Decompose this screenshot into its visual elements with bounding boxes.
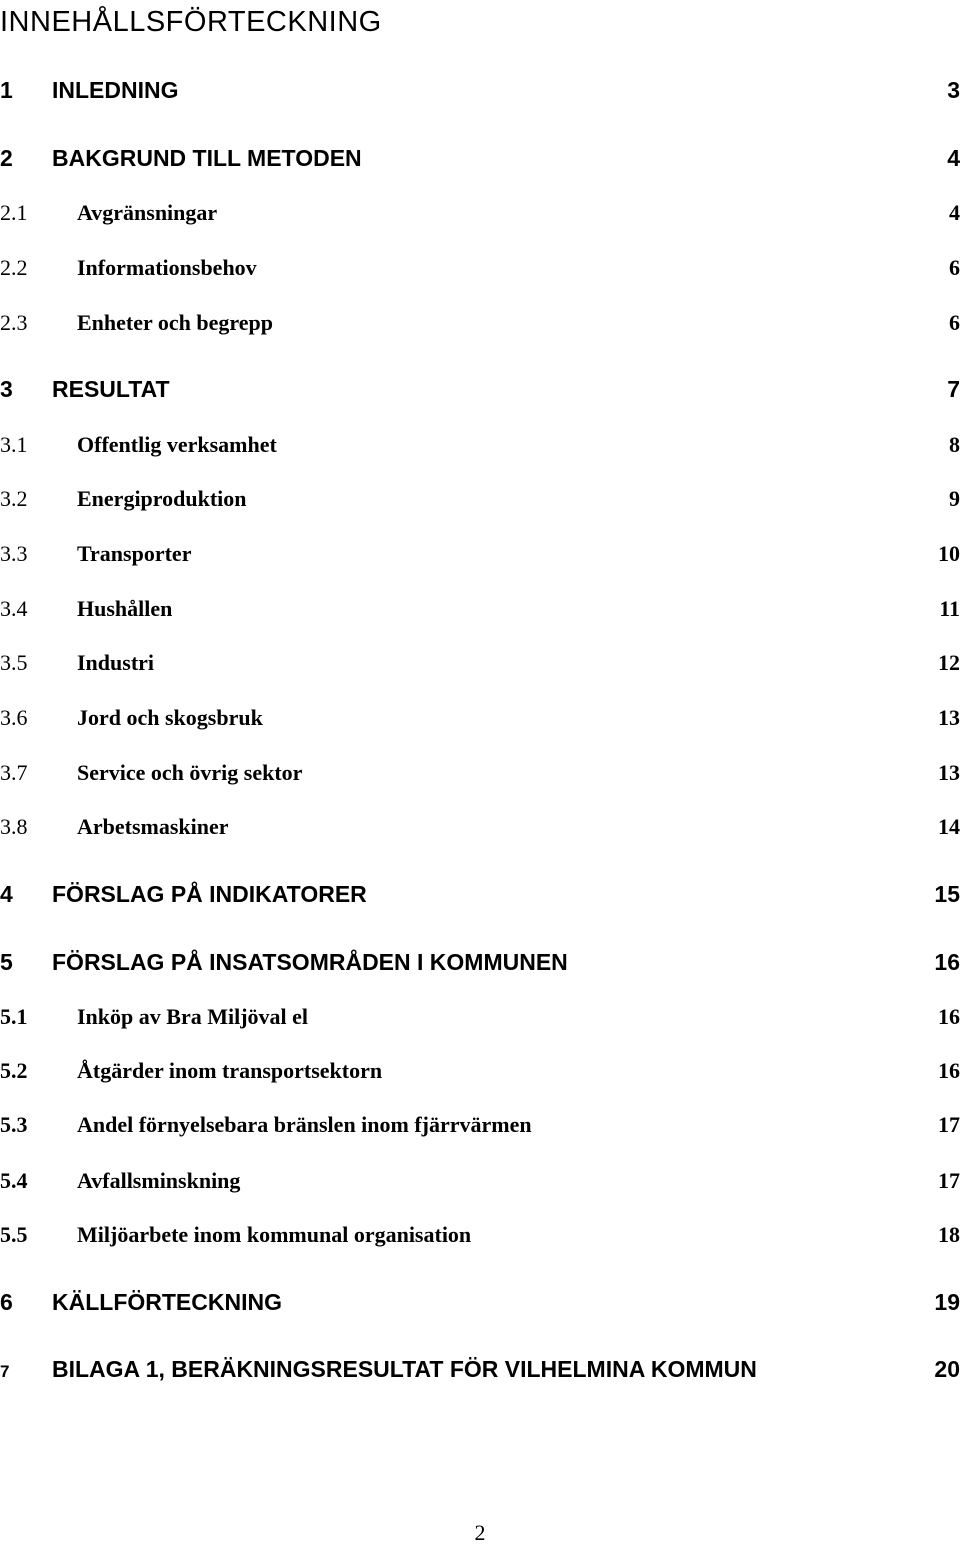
toc-entry-3[interactable] <box>0 374 960 404</box>
toc-page: 13 <box>938 705 960 730</box>
toc-page: 6 <box>949 310 960 335</box>
toc-title: BILAGA 1, BERÄKNINGSRESULTAT FÖR VILHELMINA KOMMUN <box>52 1356 757 1382</box>
toc-entry-3-1[interactable] <box>0 431 960 459</box>
toc-number: 3.6 <box>0 705 28 730</box>
toc-page: 19 <box>934 1289 960 1315</box>
toc-number: 3 <box>0 376 13 402</box>
toc-entry-5[interactable] <box>0 947 960 977</box>
toc-number: 5.5 <box>0 1222 28 1247</box>
toc-number: 3.8 <box>0 814 28 839</box>
toc-number: 4 <box>0 881 13 907</box>
toc-title: FÖRSLAG PÅ INDIKATORER <box>52 881 367 907</box>
toc-title: Enheter och begrepp <box>77 310 273 335</box>
toc-number: 3.5 <box>0 650 28 675</box>
toc-title: Inköp av Bra Miljöval el <box>77 1004 309 1029</box>
toc-title: INLEDNING <box>52 77 179 103</box>
toc-title: Jord och skogsbruk <box>77 705 263 730</box>
toc-entry-2[interactable] <box>0 143 960 173</box>
toc-page: 3 <box>947 77 960 103</box>
toc-title: Hushållen <box>77 596 173 621</box>
toc-number: 2 <box>0 145 13 171</box>
toc-entry-5-2[interactable] <box>0 1057 960 1085</box>
toc-title: Avgränsningar <box>77 200 218 225</box>
toc-entry-3-3[interactable] <box>0 540 960 568</box>
toc-number: 3.7 <box>0 760 28 785</box>
toc-page: 9 <box>949 486 960 511</box>
page-number: 2 <box>474 1520 486 1545</box>
toc-page: 12 <box>938 650 960 675</box>
toc-entry-5-5[interactable] <box>0 1221 960 1249</box>
toc-entry-7[interactable] <box>0 1354 960 1387</box>
toc-entry-2-1[interactable] <box>0 199 960 227</box>
toc-title: RESULTAT <box>52 376 170 402</box>
toc-page: 10 <box>938 541 960 566</box>
toc-title: Åtgärder inom transportsektorn <box>77 1058 383 1083</box>
toc-entry-4[interactable] <box>0 879 960 909</box>
toc-entry-3-7[interactable] <box>0 759 960 787</box>
toc-entry-3-8[interactable] <box>0 813 960 841</box>
toc-entry-3-4[interactable] <box>0 595 960 623</box>
toc-number: 2.1 <box>0 200 28 225</box>
toc-title: KÄLLFÖRTECKNING <box>52 1289 282 1315</box>
toc-number: 5.1 <box>0 1004 28 1029</box>
toc-page: 16 <box>934 949 960 975</box>
toc-page: 17 <box>938 1168 960 1193</box>
toc-number: 1 <box>0 77 13 103</box>
toc-number: 6 <box>0 1289 13 1315</box>
toc-number: 3.4 <box>0 596 28 621</box>
toc-entry-3-2[interactable] <box>0 485 960 513</box>
toc-number: 5.3 <box>0 1112 28 1137</box>
toc-page: 4 <box>947 145 960 171</box>
toc-entry-2-2[interactable] <box>0 254 960 282</box>
toc-page: 6 <box>949 255 960 280</box>
toc-title: Industri <box>77 650 155 675</box>
toc-title: Avfallsminskning <box>77 1168 241 1193</box>
toc-title: Andel förnyelsebara bränslen inom fjärrvärmen <box>77 1112 532 1137</box>
toc-number: 5.2 <box>0 1058 28 1083</box>
toc-page: 13 <box>938 760 960 785</box>
toc-title: Transporter <box>77 541 192 566</box>
toc-title: Offentlig verksamhet <box>77 432 277 457</box>
toc-page: 17 <box>938 1112 960 1137</box>
toc-title: Service och övrig sektor <box>77 760 303 785</box>
toc-number: 2.3 <box>0 310 28 335</box>
toc-number: 7 <box>0 1362 10 1381</box>
toc-title: BAKGRUND TILL METODEN <box>52 145 362 171</box>
toc-page: 8 <box>949 432 960 457</box>
toc-entry-5-3[interactable] <box>0 1111 960 1139</box>
toc-title: Miljöarbete inom kommunal organisation <box>77 1222 472 1247</box>
toc-page: 20 <box>934 1356 960 1382</box>
toc-page: 15 <box>934 881 960 907</box>
toc-page: 4 <box>949 200 960 225</box>
toc-title: Informationsbehov <box>77 255 257 280</box>
toc-entry-3-5[interactable] <box>0 649 960 677</box>
toc-page: 18 <box>938 1222 960 1247</box>
toc-number: 5.4 <box>0 1168 28 1193</box>
toc-page: 7 <box>947 376 960 402</box>
page-title: INNEHÅLLSFÖRTECKNING <box>0 6 382 38</box>
toc-page: 14 <box>938 814 960 839</box>
toc-number: 5 <box>0 949 13 975</box>
toc-page: 16 <box>938 1004 960 1029</box>
toc-page: 11 <box>939 596 960 621</box>
toc-title: Energiproduktion <box>77 486 247 511</box>
toc-entry-3-6[interactable] <box>0 704 960 732</box>
toc-entry-5-1[interactable] <box>0 1003 960 1031</box>
toc-entry-6[interactable] <box>0 1287 960 1317</box>
toc-entry-5-4[interactable] <box>0 1167 960 1195</box>
toc-number: 3.2 <box>0 486 28 511</box>
toc-entry-2-3[interactable] <box>0 309 960 337</box>
toc-entry-1[interactable] <box>0 75 960 105</box>
toc-number: 2.2 <box>0 255 28 280</box>
toc-page: 16 <box>938 1058 960 1083</box>
toc-title: Arbetsmaskiner <box>77 814 229 839</box>
toc-title: FÖRSLAG PÅ INSATSOMRÅDEN I KOMMUNEN <box>52 949 568 975</box>
toc-number: 3.1 <box>0 432 28 457</box>
toc-number: 3.3 <box>0 541 28 566</box>
